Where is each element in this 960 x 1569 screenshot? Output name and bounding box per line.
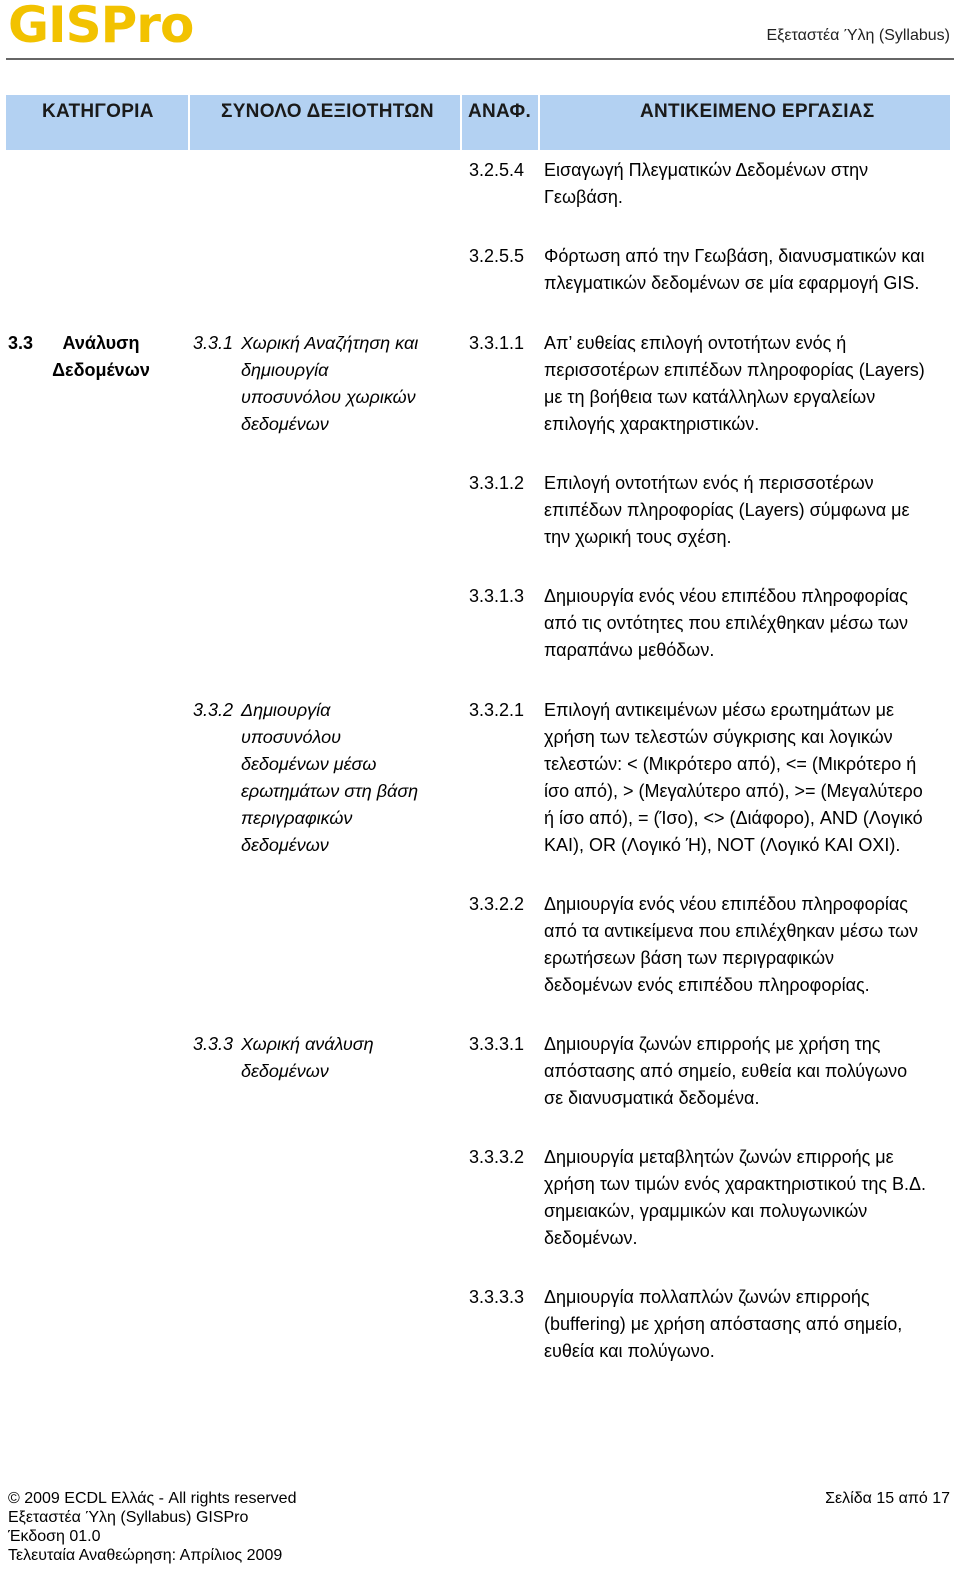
- skill-set-3-3-3: [193, 1031, 458, 1091]
- gispro-logo: GISPro: [8, 0, 194, 54]
- task-item: Εισαγωγή Πλεγματικών Δεδομένων στην Γεωβάση.: [544, 160, 869, 207]
- task-item: Δημιουργία μεταβλητών ζωνών επιρροής με χρήση των τιμών ενός χαρακτηριστικού της Β.Δ. σημειακών, γραμμικών και πολυγωνικών δεδομένων.: [544, 1147, 927, 1248]
- column-header-skill-set: ΣΥΝΟΛΟ ΔΕΞΙΟΤΗΤΩΝ: [221, 101, 434, 122]
- skill-set-code: 3.3.1: [193, 333, 234, 353]
- ref-code: 3.3.2.2: [469, 894, 525, 914]
- ref-code: 3.3.2.1: [469, 700, 525, 720]
- skill-set-title: Χωρική ανάλυση δεδομένων: [241, 1034, 374, 1081]
- footer-revision: Τελευταία Αναθεώρηση: Απρίλιος 2009: [8, 1547, 283, 1564]
- ref-code: 3.3.3.3: [469, 1287, 525, 1307]
- column-header-task-item: ΑΝΤΙΚΕΙΜΕΝΟ ΕΡΓΑΣΙΑΣ: [640, 101, 875, 122]
- column-divider: [538, 95, 540, 150]
- task-item: Δημιουργία πολλαπλών ζωνών επιρροής (buffering) με χρήση απόστασης από σημείο, ευθεία και πολύγωνο.: [544, 1287, 903, 1361]
- ref-code: 3.3.3.2: [469, 1147, 525, 1167]
- task-item: Επιλογή αντικειμένων μέσω ερωτημάτων με χρήση των τελεστών σύγκρισης και λογικών τελεστών: < (Μικρότερο από), <= (Μικρότερο ή ίσο από), > (Μεγαλύτερο από), >= (Μεγαλύτερο ή ίσο από), = (Ίσο), <> (Διάφορο), AND (Λογικό ΚΑΙ), OR (Λογικό Ή), NOT (Λογικό ΚΑΙ ΟΧΙ).: [544, 700, 923, 855]
- task-item: Δημιουργία ενός νέου επιπέδου πληροφορίας από τις οντότητες που επιλέχθηκαν μέσω των παραπάνω μεθόδων.: [544, 586, 909, 660]
- skill-set-title: Χωρική Αναζήτηση και δημιουργία υποσυνόλου χωρικών δεδομένων: [241, 333, 419, 434]
- ref-code: 3.2.5.5: [469, 246, 525, 266]
- task-item: Απ’ ευθείας επιλογή οντοτήτων ενός ή περισσοτέρων επιπέδων πληροφορίας (Layers) με τη βοήθεια των κατάλληλων εργαλείων επιλογής χαρακτηριστικών.: [544, 333, 925, 434]
- column-divider: [460, 95, 462, 150]
- skill-set-code: 3.3.3: [193, 1034, 234, 1054]
- footer-doc-name: Εξεταστέα Ύλη (Syllabus) GISPro: [8, 1509, 249, 1526]
- task-item: Επιλογή οντοτήτων ενός ή περισσοτέρων επιπέδων πληροφορίας (Layers) σύμφωνα με την χωρική τους σχέση.: [544, 473, 910, 547]
- column-header-ref: ΑΝΑΦ.: [468, 101, 532, 122]
- table-header: [6, 95, 950, 150]
- header-divider: [6, 58, 954, 60]
- column-header-category: ΚΑΤΗΓΟΡΙΑ: [42, 101, 154, 122]
- skill-set-3-3-1: [193, 330, 458, 442]
- skill-set-title: Δημιουργία υποσυνόλου δεδομένων μέσω ερωτημάτων στη βάση περιγραφικών δεδομένων: [241, 700, 419, 855]
- ref-code: 3.3.1.1: [469, 333, 525, 353]
- task-item: Δημιουργία ενός νέου επιπέδου πληροφορίας από τα αντικείμενα που επιλέχθηκαν μέσω των ερωτήσεων βάση των περιγραφικών δεδομένων ενός επιπέδου πληροφορίας.: [544, 894, 919, 995]
- ref-code: 3.2.5.4: [469, 160, 525, 180]
- task-item: Δημιουργία ζωνών επιρροής με χρήση της απόστασης από σημείο, ευθεία και πολύγωνο σε διανυσματικά δεδομένα.: [544, 1034, 908, 1108]
- ref-code: 3.3.3.1: [469, 1034, 525, 1054]
- document-title: Εξεταστέα Ύλη (Syllabus): [766, 27, 950, 44]
- skill-set-code: 3.3.2: [193, 700, 234, 720]
- footer-version: Έκδοση 01.0: [8, 1528, 101, 1545]
- task-item: Φόρτωση από την Γεωβάση, διανυσματικών και πλεγματικών δεδομένων σε μία εφαρμογή GIS.: [544, 246, 925, 293]
- column-divider: [188, 95, 190, 150]
- ref-code: 3.3.1.2: [469, 473, 525, 493]
- page-number: Σελίδα 15 από 17: [825, 1490, 950, 1507]
- footer-info: [8, 1489, 296, 1565]
- skill-set-3-3-2: [193, 697, 458, 862]
- footer-copyright: © 2009 ECDL Ελλάς - All rights reserved: [8, 1490, 297, 1507]
- category-code: 3.3: [8, 333, 34, 353]
- category-name: Ανάλυση Δεδομένων: [52, 333, 150, 380]
- ref-code: 3.3.1.3: [469, 586, 525, 606]
